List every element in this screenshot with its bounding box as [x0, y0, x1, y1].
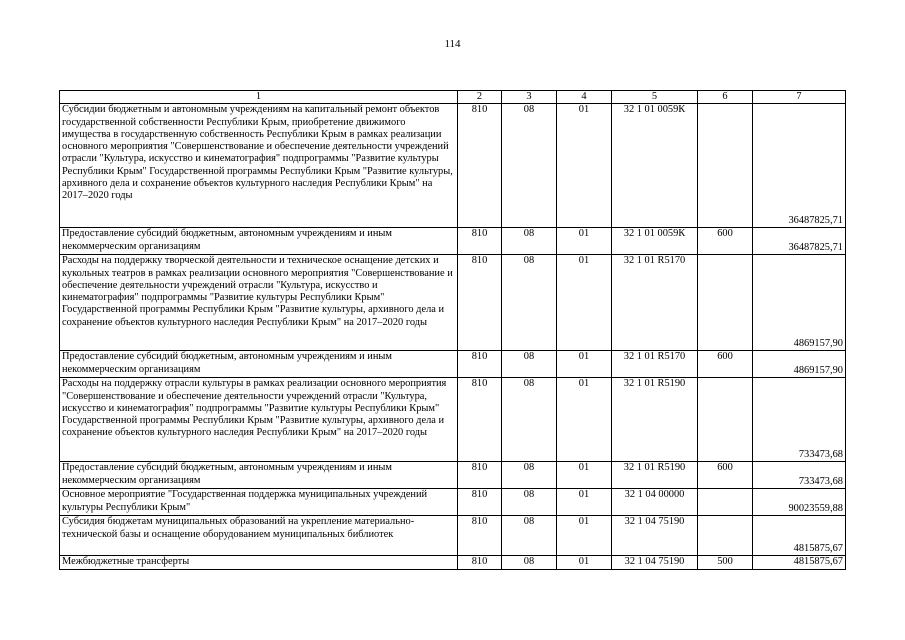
- row-amount: 4869157,90: [753, 351, 846, 378]
- row-code-5: 32 1 01 R5190: [612, 462, 698, 489]
- row-code-6: 600: [698, 351, 753, 378]
- row-description: Межбюджетные трансферты: [60, 556, 458, 569]
- row-code-3: 08: [502, 462, 557, 489]
- table-header-row: [60, 91, 846, 104]
- column-header: 5: [612, 91, 698, 104]
- table-row: [60, 228, 846, 255]
- row-code-5: 32 1 01 R5170: [612, 351, 698, 378]
- row-code-6: [698, 255, 753, 351]
- page-number: 114: [444, 38, 461, 50]
- row-code-2: 810: [458, 104, 502, 228]
- row-code-5: 32 1 04 00000: [612, 489, 698, 516]
- row-code-4: 01: [557, 104, 612, 228]
- row-code-2: 810: [458, 462, 502, 489]
- row-code-3: 08: [502, 378, 557, 462]
- budget-table: [59, 90, 846, 570]
- row-code-4: 01: [557, 516, 612, 556]
- row-code-4: 01: [557, 489, 612, 516]
- row-description: Субсидия бюджетам муниципальных образований на укрепление материально-технической базы и оснащение оборудованием муниципальных библиотек: [60, 516, 458, 556]
- row-code-2: 810: [458, 516, 502, 556]
- row-code-3: 08: [502, 351, 557, 378]
- row-code-5: 32 1 01 0059К: [612, 228, 698, 255]
- row-description: Субсидии бюджетным и автономным учреждениям на капитальный ремонт объектов государственной собственности Республики Крым, приобретение движимого имущества в государственную собственность Республики Крым в рамках реализации основного мероприятия "Совершенствование и обеспечение деятельности учреждений отрасли "Культура, искусство и кинематография" подпрограммы "Развитие культуры Республики Крым" Государственной программы Республики Крым "Развитие культуры, архивного дела и сохранение объектов культурного наследия Республики Крым" на 2017–2020 годы: [60, 104, 458, 228]
- row-description: Предоставление субсидий бюджетным, автономным учреждениям и иным некоммерческим организациям: [60, 228, 458, 255]
- row-code-5: 32 1 01 0059К: [612, 104, 698, 228]
- row-code-4: 01: [557, 556, 612, 569]
- row-code-4: 01: [557, 255, 612, 351]
- row-code-6: [698, 104, 753, 228]
- row-code-2: 810: [458, 228, 502, 255]
- row-amount: 4869157,90: [753, 255, 846, 351]
- row-code-6: [698, 516, 753, 556]
- column-header: 6: [698, 91, 753, 104]
- row-code-3: 08: [502, 489, 557, 516]
- row-code-6: 600: [698, 228, 753, 255]
- row-code-6: [698, 378, 753, 462]
- row-code-3: 08: [502, 104, 557, 228]
- row-code-6: [698, 489, 753, 516]
- table-row: [60, 489, 846, 516]
- column-header: 7: [753, 91, 846, 104]
- row-code-3: 08: [502, 228, 557, 255]
- table-row: [60, 255, 846, 351]
- row-description: Расходы на поддержку творческой деятельности и техническое оснащение детских и кукольных театров в рамках реализации основного мероприятия "Совершенствование и обеспечение деятельности учреждений отрасли "Культура, искусство и кинематография" подпрограммы "Развитие культуры Республики Крым" Государственной программы Республики Крым "Развитие культуры, архивного дела и сохранение объектов культурного наследия Республики Крым" на 2017–2020 годы: [60, 255, 458, 351]
- table-row: [60, 351, 846, 378]
- row-code-4: 01: [557, 378, 612, 462]
- row-code-3: 08: [502, 255, 557, 351]
- row-code-2: 810: [458, 378, 502, 462]
- row-amount: 733473,68: [753, 462, 846, 489]
- row-code-3: 08: [502, 556, 557, 569]
- column-header: 3: [502, 91, 557, 104]
- row-amount: 4815875,67: [753, 516, 846, 556]
- row-amount: 90023559,88: [753, 489, 846, 516]
- row-description: Расходы на поддержку отрасли культуры в рамках реализации основного мероприятия "Совершенствование и обеспечение деятельности учреждений отрасли "Культура, искусство и кинематография" подпрограммы "Развитие культуры Республики Крым" Государственной программы Республики Крым "Развитие культуры, архивного дела и сохранение объектов культурного наследия Республики Крым" на 2017–2020 годы: [60, 378, 458, 462]
- row-code-4: 01: [557, 351, 612, 378]
- column-header: 4: [557, 91, 612, 104]
- row-code-2: 810: [458, 255, 502, 351]
- row-code-5: 32 1 04 75190: [612, 516, 698, 556]
- row-code-5: 32 1 04 75190: [612, 556, 698, 569]
- row-code-2: 810: [458, 556, 502, 569]
- column-header: 1: [60, 91, 458, 104]
- table-row: [60, 516, 846, 556]
- row-code-4: 01: [557, 462, 612, 489]
- table-row: [60, 104, 846, 228]
- row-amount: 733473,68: [753, 378, 846, 462]
- row-code-2: 810: [458, 351, 502, 378]
- row-code-3: 08: [502, 516, 557, 556]
- row-code-5: 32 1 01 R5190: [612, 378, 698, 462]
- row-amount: 36487825,71: [753, 104, 846, 228]
- table-row: [60, 556, 846, 569]
- column-header: 2: [458, 91, 502, 104]
- row-code-4: 01: [557, 228, 612, 255]
- row-description: Предоставление субсидий бюджетным, автономным учреждениям и иным некоммерческим организациям: [60, 462, 458, 489]
- row-code-6: 500: [698, 556, 753, 569]
- row-description: Предоставление субсидий бюджетным, автономным учреждениям и иным некоммерческим организациям: [60, 351, 458, 378]
- row-amount: 36487825,71: [753, 228, 846, 255]
- table-row: [60, 378, 846, 462]
- row-code-6: 600: [698, 462, 753, 489]
- row-code-5: 32 1 01 R5170: [612, 255, 698, 351]
- row-amount: 4815875,67: [753, 556, 846, 569]
- row-description: Основное мероприятие "Государственная поддержка муниципальных учреждений культуры Республики Крым": [60, 489, 458, 516]
- table-row: [60, 462, 846, 489]
- row-code-2: 810: [458, 489, 502, 516]
